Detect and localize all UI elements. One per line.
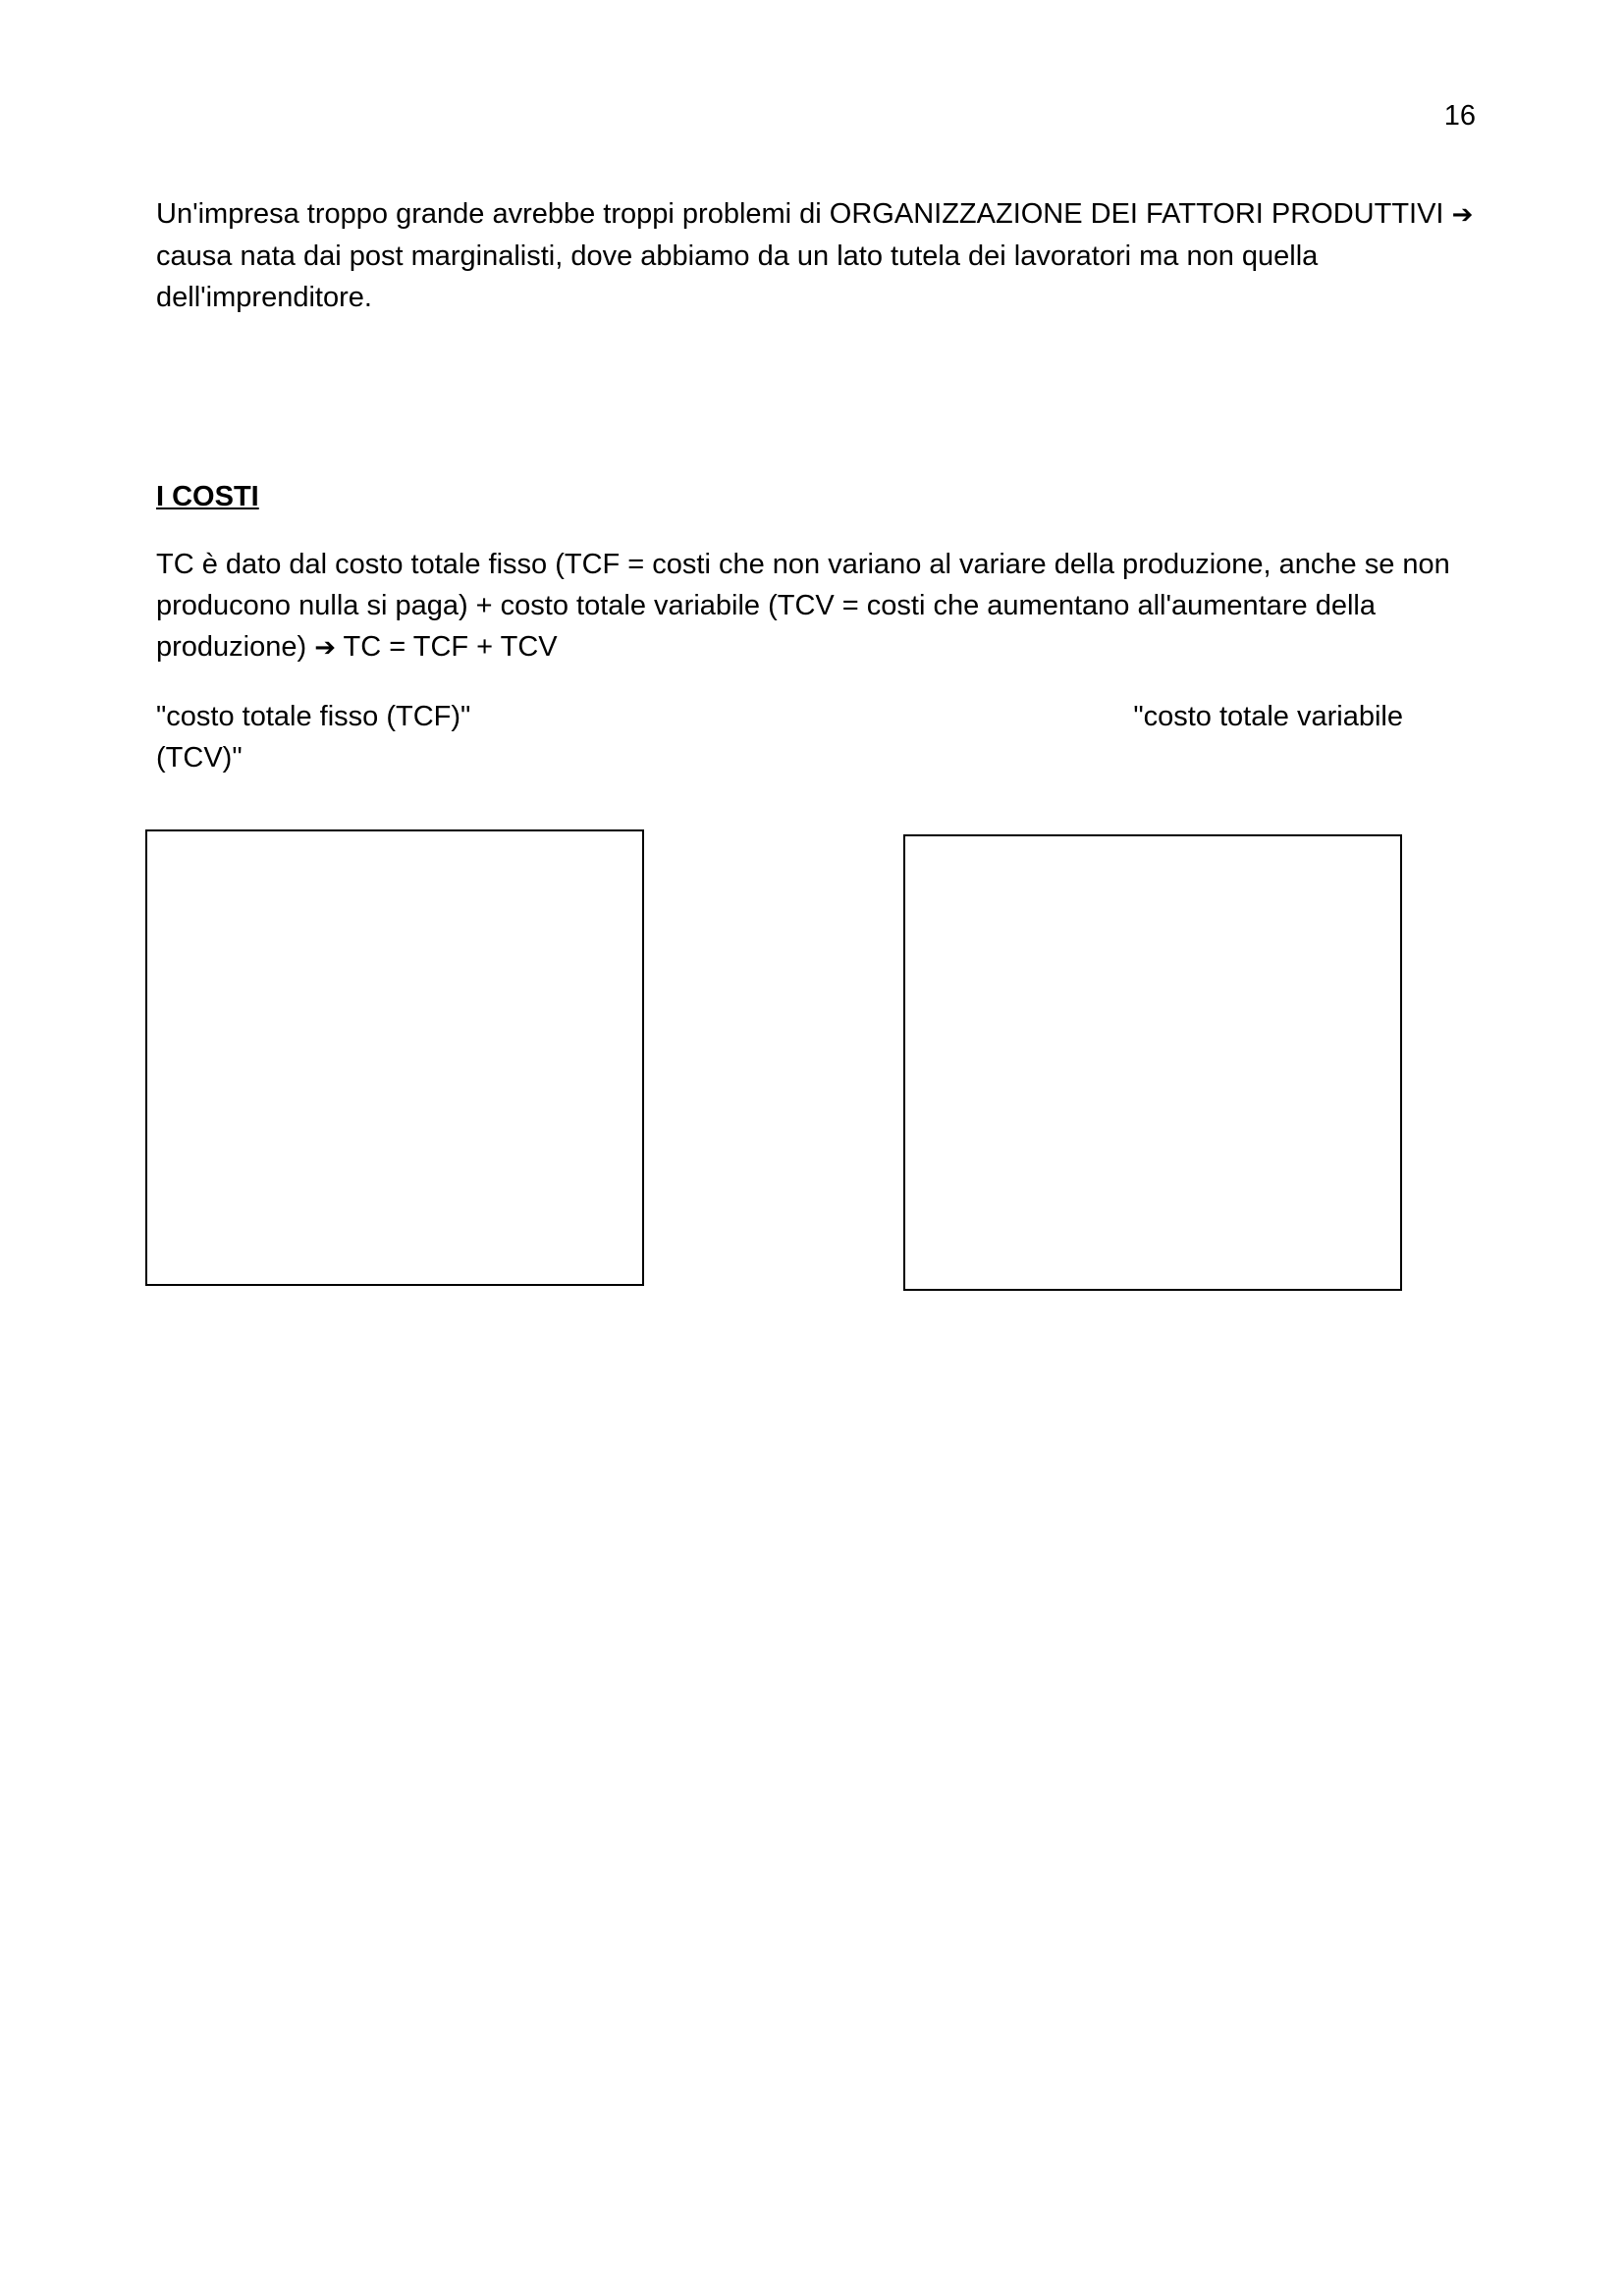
paragraph-text: causa nata dai post marginalisti, dove abbiamo da un lato tutela dei lavoratori ma non quella dell'imprenditore.: [156, 240, 1319, 313]
caption-variable-cost-wrap: (TCV)": [156, 742, 243, 774]
variable-cost-graph-box: [903, 834, 1402, 1291]
paragraph-text: TC è dato dal costo totale fisso (TCF = costi che non variano al variare della produzione, anche se non producono nulla si paga) + costo totale variabile (TCV = costi che aumentano all'aumentare della produzione): [156, 549, 1450, 663]
arrow-right-icon: ➔: [1451, 200, 1474, 230]
caption-variable-cost: "costo totale variabile: [1133, 701, 1403, 732]
paragraph-organization: [156, 193, 1482, 318]
graph-captions: [156, 696, 1403, 737]
page-number: 16: [1443, 100, 1476, 132]
paragraph-text: Un'impresa troppo grande avrebbe troppi problemi di ORGANIZZAZIONE DEI FATTORI PRODUTTIVI: [156, 198, 1444, 230]
formula-text: TC = TCF + TCV: [336, 631, 558, 663]
paragraph-costs-definition: [156, 544, 1482, 668]
caption-fixed-cost: "costo totale fisso (TCF)": [156, 701, 471, 732]
arrow-right-icon: ➔: [314, 633, 337, 663]
section-heading: I COSTI: [156, 481, 259, 512]
fixed-cost-graph-box: [145, 829, 644, 1286]
